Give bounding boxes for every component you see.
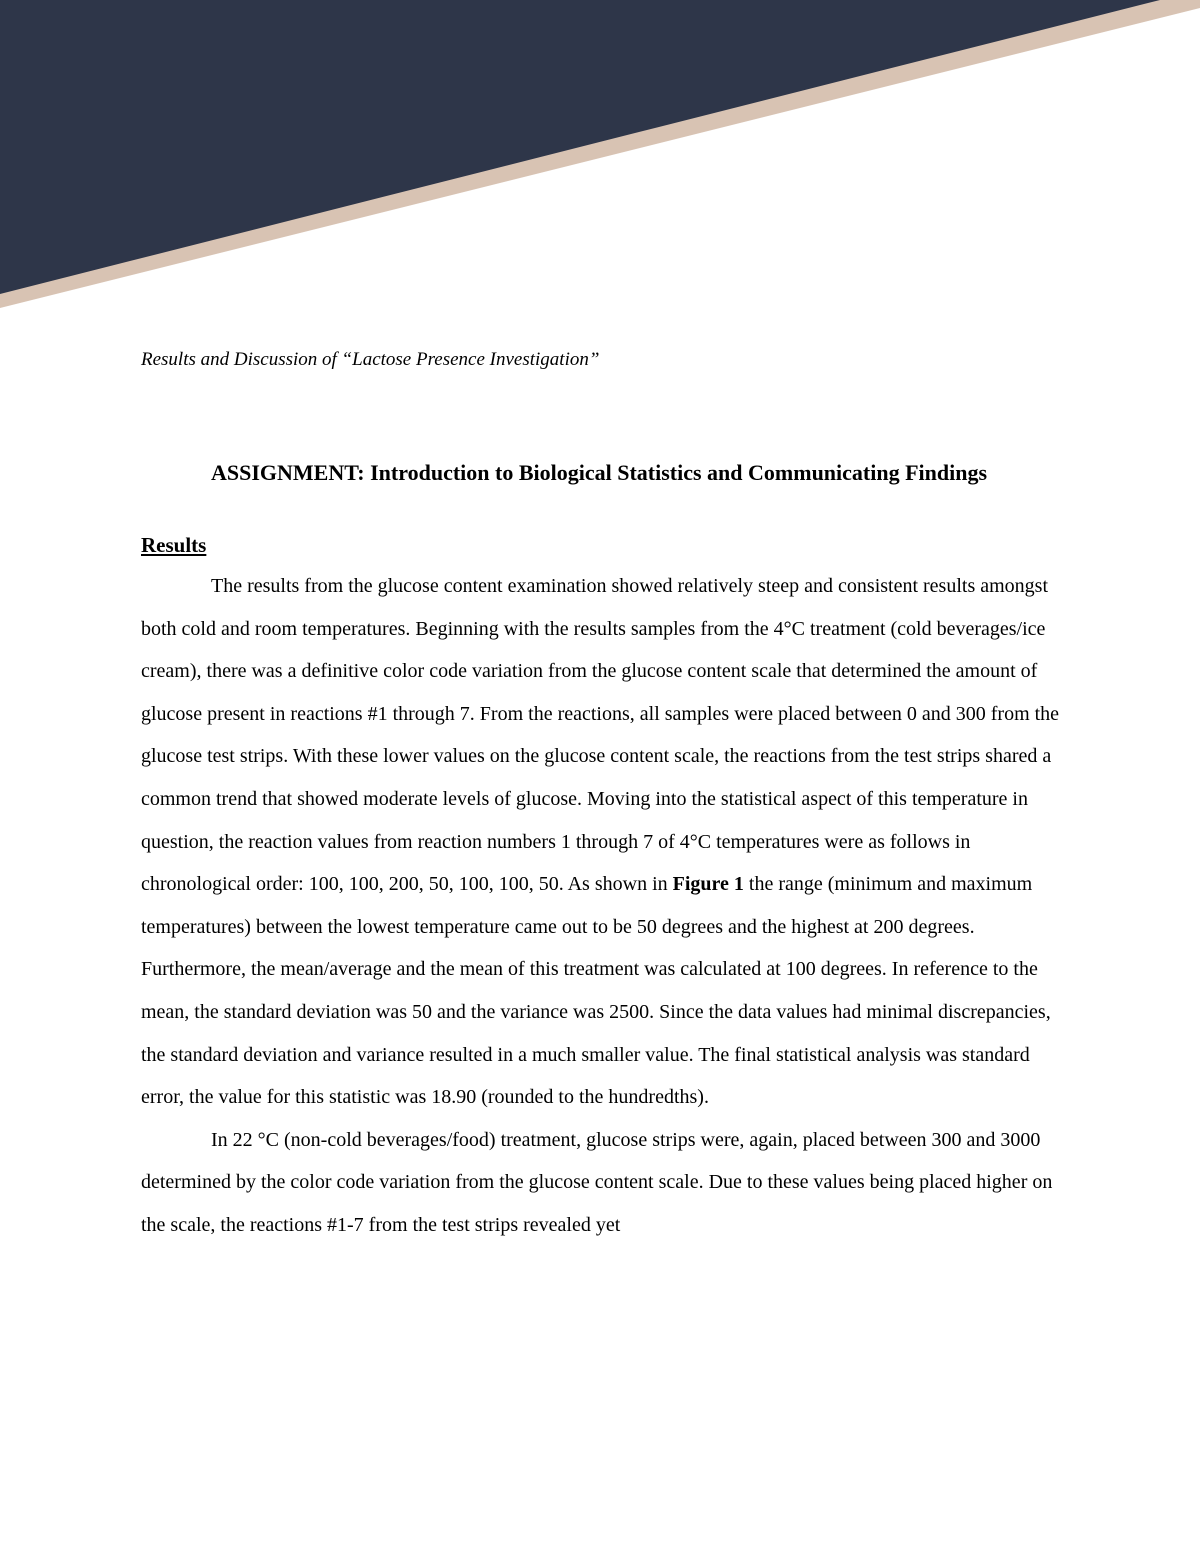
figure-1-reference: Figure 1 [672,873,744,896]
results-paragraph-1 [141,565,1061,1119]
document-page [141,340,1061,1247]
results-heading: Results [141,533,207,557]
paragraph-1-text-a: The results from the glucose content examination showed relatively steep and consistent results amongst both cold and room temperatures. Beginning with the results samples from the 4°C treatment (cold beverages/ice cream), there was a definitive color code variation from the glucose content scale that determined the amount of glucose present in reactions #1 through 7. From the reactions, all samples were placed between 0 and 300 from the glucose test strips. With these lower values on the glucose content scale, the reactions from the test strips shared a common trend that showed moderate levels of glucose. Moving into the statistical aspect of this temperature in question, the reaction values from reaction numbers 1 through 7 of 4°C temperatures were as follows in chronological order: 100, 100, 200, 50, 100, 100, 50. As shown in [141,575,1060,896]
header-banner [0,0,1200,320]
assignment-title: ASSIGNMENT: Introduction to Biological Statistics and Communicating Findings [211,460,988,485]
results-paragraph-2: In 22 °C (non-cold beverages/food) treatment, glucose strips were, again, placed between 300 and 3000 determined by the color code variation from the glucose content scale. Due to these values being placed higher on the scale, the reactions #1-7 from the test strips revealed yet [141,1128,1053,1236]
paragraph-1-text-b: the range (minimum and maximum temperatures) between the lowest temperature came out to be 50 degrees and the highest at 200 degrees. Furthermore, the mean/average and the mean of this treatment was calculated at 100 degrees. In reference to the mean, the standard deviation was 50 and the variance was 2500. Since the data values had minimal discrepancies, the standard deviation and variance resulted in a much smaller value. The final statistical analysis was standard error, the value for this statistic was 18.90 (rounded to the hundredths). [141,873,1051,1109]
banner-navy-shape [0,0,1160,294]
document-header-line: Results and Discussion of “Lactose Presence Investigation” [141,349,600,370]
